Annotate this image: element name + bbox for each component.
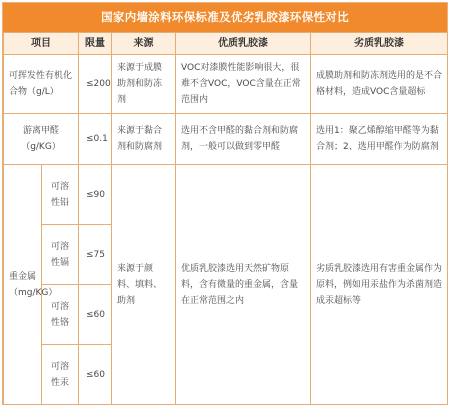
table-row-formaldehyde (4, 114, 448, 165)
formaldehyde-limit: ≤0.1 (79, 114, 112, 165)
metals-source: 来源于颜料、填料、助剂 (112, 165, 176, 405)
metal-limit: ≤60 (79, 345, 112, 405)
metals-good: 优质乳胶漆选用天然矿物原料，含有微量的重金属，含量在正常范围之内 (176, 165, 311, 405)
metal-limit: ≤60 (79, 285, 112, 345)
table-row-voc (4, 55, 448, 114)
metal-name: 可溶性铅 (42, 165, 79, 225)
voc-bad: 成膜助剂和防冻剂选用的是不合格材料，造成VOC含量超标 (311, 55, 448, 114)
formaldehyde-item: 游离甲醛（g/KG） (4, 114, 79, 165)
header-good: 优质乳胶漆 (176, 33, 311, 55)
metal-name: 可溶性铬 (42, 285, 79, 345)
formaldehyde-source: 来源于黏合剂和防腐剂 (112, 114, 176, 165)
header-row (4, 33, 448, 55)
header-item: 项目 (4, 33, 79, 55)
comparison-table (3, 32, 448, 405)
voc-source: 来源于成膜助剂和防冻剂 (112, 55, 176, 114)
metals-bad: 劣质乳胶漆选用有害重金属作为原料，例如用汞盐作为杀菌剂造成汞超标等 (311, 165, 448, 405)
header-limit: 限量 (79, 33, 112, 55)
metal-name: 可溶性汞 (42, 345, 79, 405)
formaldehyde-bad: 选用1：聚乙烯醇缩甲醛等为黏合剂；2、选用甲醛作为防腐剂 (311, 114, 448, 165)
metal-limit: ≤75 (79, 225, 112, 285)
table-title: 国家内墙涂料环保标准及优劣乳胶漆环保性对比 (3, 3, 447, 32)
comparison-figure (2, 2, 448, 405)
formaldehyde-good: 选用不含甲醛的黏合剂和防腐剂，一般可以做到零甲醛 (176, 114, 311, 165)
metals-item: 重金属（mg/KG） (4, 165, 42, 405)
voc-good: VOC对漆膜性能影响很大，很难不含VOC，VOC含量在正常范围内 (176, 55, 311, 114)
table-row-metal (4, 165, 448, 225)
metal-name: 可溶性镉 (42, 225, 79, 285)
metal-limit: ≤90 (79, 165, 112, 225)
header-source: 来源 (112, 33, 176, 55)
voc-limit: ≤200 (79, 55, 112, 114)
header-bad: 劣质乳胶漆 (311, 33, 448, 55)
voc-item: 可挥发性有机化合物（g/L） (4, 55, 79, 114)
